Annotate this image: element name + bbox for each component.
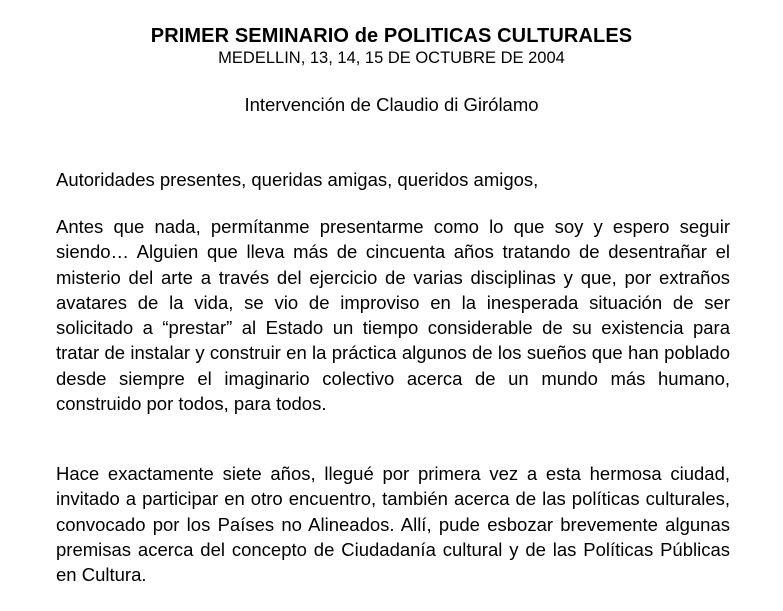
body-paragraph-2: Hace exactamente siete años, llegué por primera vez a esta hermosa ciudad, invitado a participar en otro encuentro, también acerca de las políticas culturales, convocado por los Países no Alineados. Allí, pude esbozar brevemente algunas premisas acerca del concepto de Ciudadanía cultural y de las Políticas Públicas en Cultura. [56,463,730,586]
document-subtitle: MEDELLIN, 13, 14, 15 DE OCTUBRE DE 2004 [218,49,565,67]
greeting-paragraph: Autoridades presentes, queridas amigas, queridos amigos, [56,169,539,190]
document-title: PRIMER SEMINARIO de POLITICAS CULTURALES [150,25,633,47]
speaker-line: Intervención de Claudio di Girólamo [244,94,539,115]
body-paragraph-1: Antes que nada, permítanme presentarme como lo que soy y espero seguir siendo… Alguien que lleva más de cincuenta años tratando de desentrañar el misterio del arte a través del ejercicio de varias disciplinas y que, por extraños avatares de la vida, se vio de improviso en la inesperada situación de ser solicitado a “prestar” al Estado un tiempo considerable de su existencia para tratar de instalar y construir en la práctica algunos de los sueños que han poblado desde siempre el imaginario colectivo acerca de un mundo más humano, construido por todos, para todos. [56,216,730,415]
